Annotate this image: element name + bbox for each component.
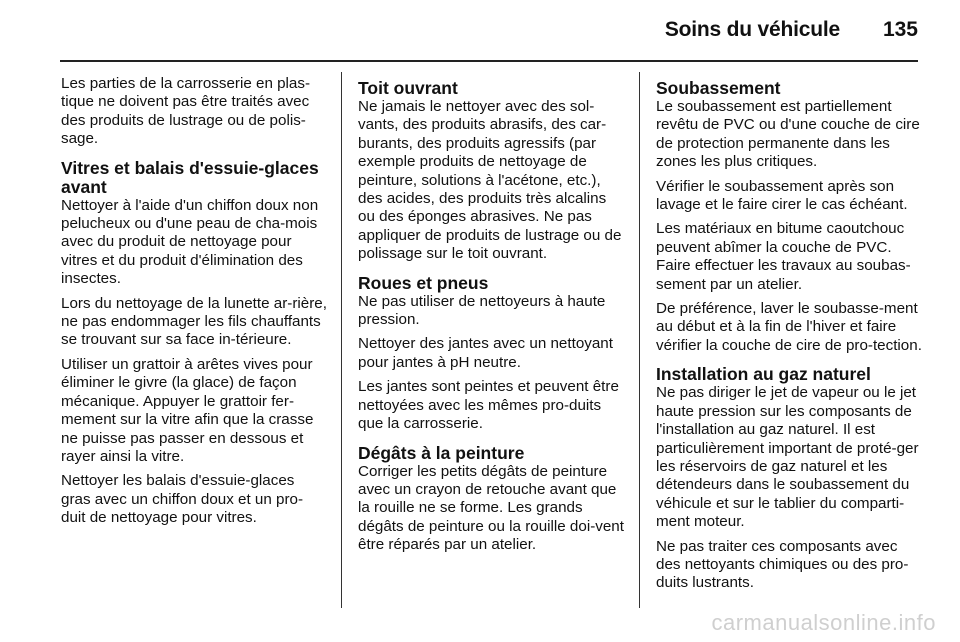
heading-windows-wipers: Vitres et balais d'essuie-glaces avant: [61, 157, 319, 197]
column-divider-2: [639, 72, 640, 608]
paragraph-underbody-pvc: Le soubassement est partiellement revêtu de PVC ou d'une couche de cire de protection permanente dans les zones les plus critiques.: [656, 98, 920, 171]
page-title: Soins du véhicule: [664, 18, 840, 41]
column-2: [358, 75, 626, 561]
paragraph-underbody-check: Vérifier le soubassement après son lavage et le faire cirer le cas échéant.: [656, 177, 908, 214]
paragraph-bitumen: Les matériaux en bitume caoutchouc peuvent abîmer la couche de PVC. Faire effectuer les travaux au soubas-sement par un atelier.: [656, 220, 911, 293]
paragraph-bodywork-plastic: Les parties de la carrosserie en plas-tique ne doivent pas être traités avec des produits de lustrage ou de polis-sage.: [61, 75, 311, 148]
heading-underbody: Soubassement: [656, 78, 781, 98]
paragraph-rear-window: Lors du nettoyage de la lunette ar-rière, ne pas endommager les fils chauffants se trouvant sur sa face in-térieure.: [61, 294, 327, 349]
paragraph-paint-damage: Corriger les petits dégâts de peinture avec un crayon de retouche avant que la rouille ne se forme. Les grands dégâts de peinture ou la rouille doi-vent être réparés par un atelier.: [358, 462, 624, 554]
paragraph-no-high-pressure: Ne pas utiliser de nettoyeurs à haute pression.: [358, 292, 606, 329]
page-header: [60, 14, 918, 54]
column-3: [656, 75, 924, 599]
paragraph-winter-wash: De préférence, laver le soubasse-ment au début et à la fin de l'hiver et faire vérifier la couche de cire de pro-tection.: [656, 300, 922, 354]
heading-natural-gas: Installation au gaz naturel: [656, 364, 871, 385]
paragraph-sunroof: Ne jamais le nettoyer avec des sol-vants, des produits abrasifs, des car-burants, des produits agressifs (par exemple produits de nettoyage de peinture, solutions à l'acétone, etc.), des acides, des produits très alcalins ou des éponges abrasives. Ne pas appliquer de produits de lustrage ou de polissage sur le toit ouvrant.: [358, 98, 622, 263]
column-divider-1: [341, 72, 342, 608]
paragraph-gas-jet: Ne pas diriger le jet de vapeur ou le jet haute pression sur les composants de l'installation au gaz naturel. Il est particulièrement important de proté-ger les réservoirs de gaz naturel et les détendeurs dans le soubassement du véhicule et sur le tablier du comparti-ment moteur.: [656, 384, 919, 531]
column-1: [61, 75, 327, 534]
paragraph-rim-cleaner: Nettoyer des jantes avec un nettoyant pour jantes à pH neutre.: [358, 335, 613, 371]
paragraph-scraper: Utiliser un grattoir à arêtes vives pour éliminer le givre (la glace) de façon mécanique. Appuyer le grattoir fer-mement sur la vitre afin que la crasse ne puisse pas passer en dessous et rayer ainsi la vitre.: [61, 355, 314, 465]
header-divider: [60, 60, 918, 62]
watermark-text: carmanualsonline.info: [711, 610, 936, 635]
paragraph-windows-cleaning: Nettoyer à l'aide d'un chiffon doux non pelucheux ou d'une peau de cha-mois avec du produit de nettoyage pour vitres et du produit d'élimination des insectes.: [61, 196, 319, 288]
heading-wheels-tyres: Roues et pneus: [358, 272, 489, 293]
heading-paint-damage: Dégâts à la peinture: [358, 442, 525, 463]
paragraph-gas-chemicals: Ne pas traiter ces composants avec des nettoyants chimiques ou des pro-duits lustrants.: [656, 537, 909, 592]
paragraph-rims-painted: Les jantes sont peintes et peuvent être nettoyées avec les mêmes pro-duits que la carrosserie.: [358, 378, 619, 433]
heading-sunroof: Toit ouvrant: [358, 78, 458, 98]
paragraph-wiper-blades: Nettoyer les balais d'essuie-glaces gras avec un chiffon doux et un pro-duit de nettoyage pour vitres.: [61, 472, 304, 527]
page-number: 135: [882, 18, 918, 41]
